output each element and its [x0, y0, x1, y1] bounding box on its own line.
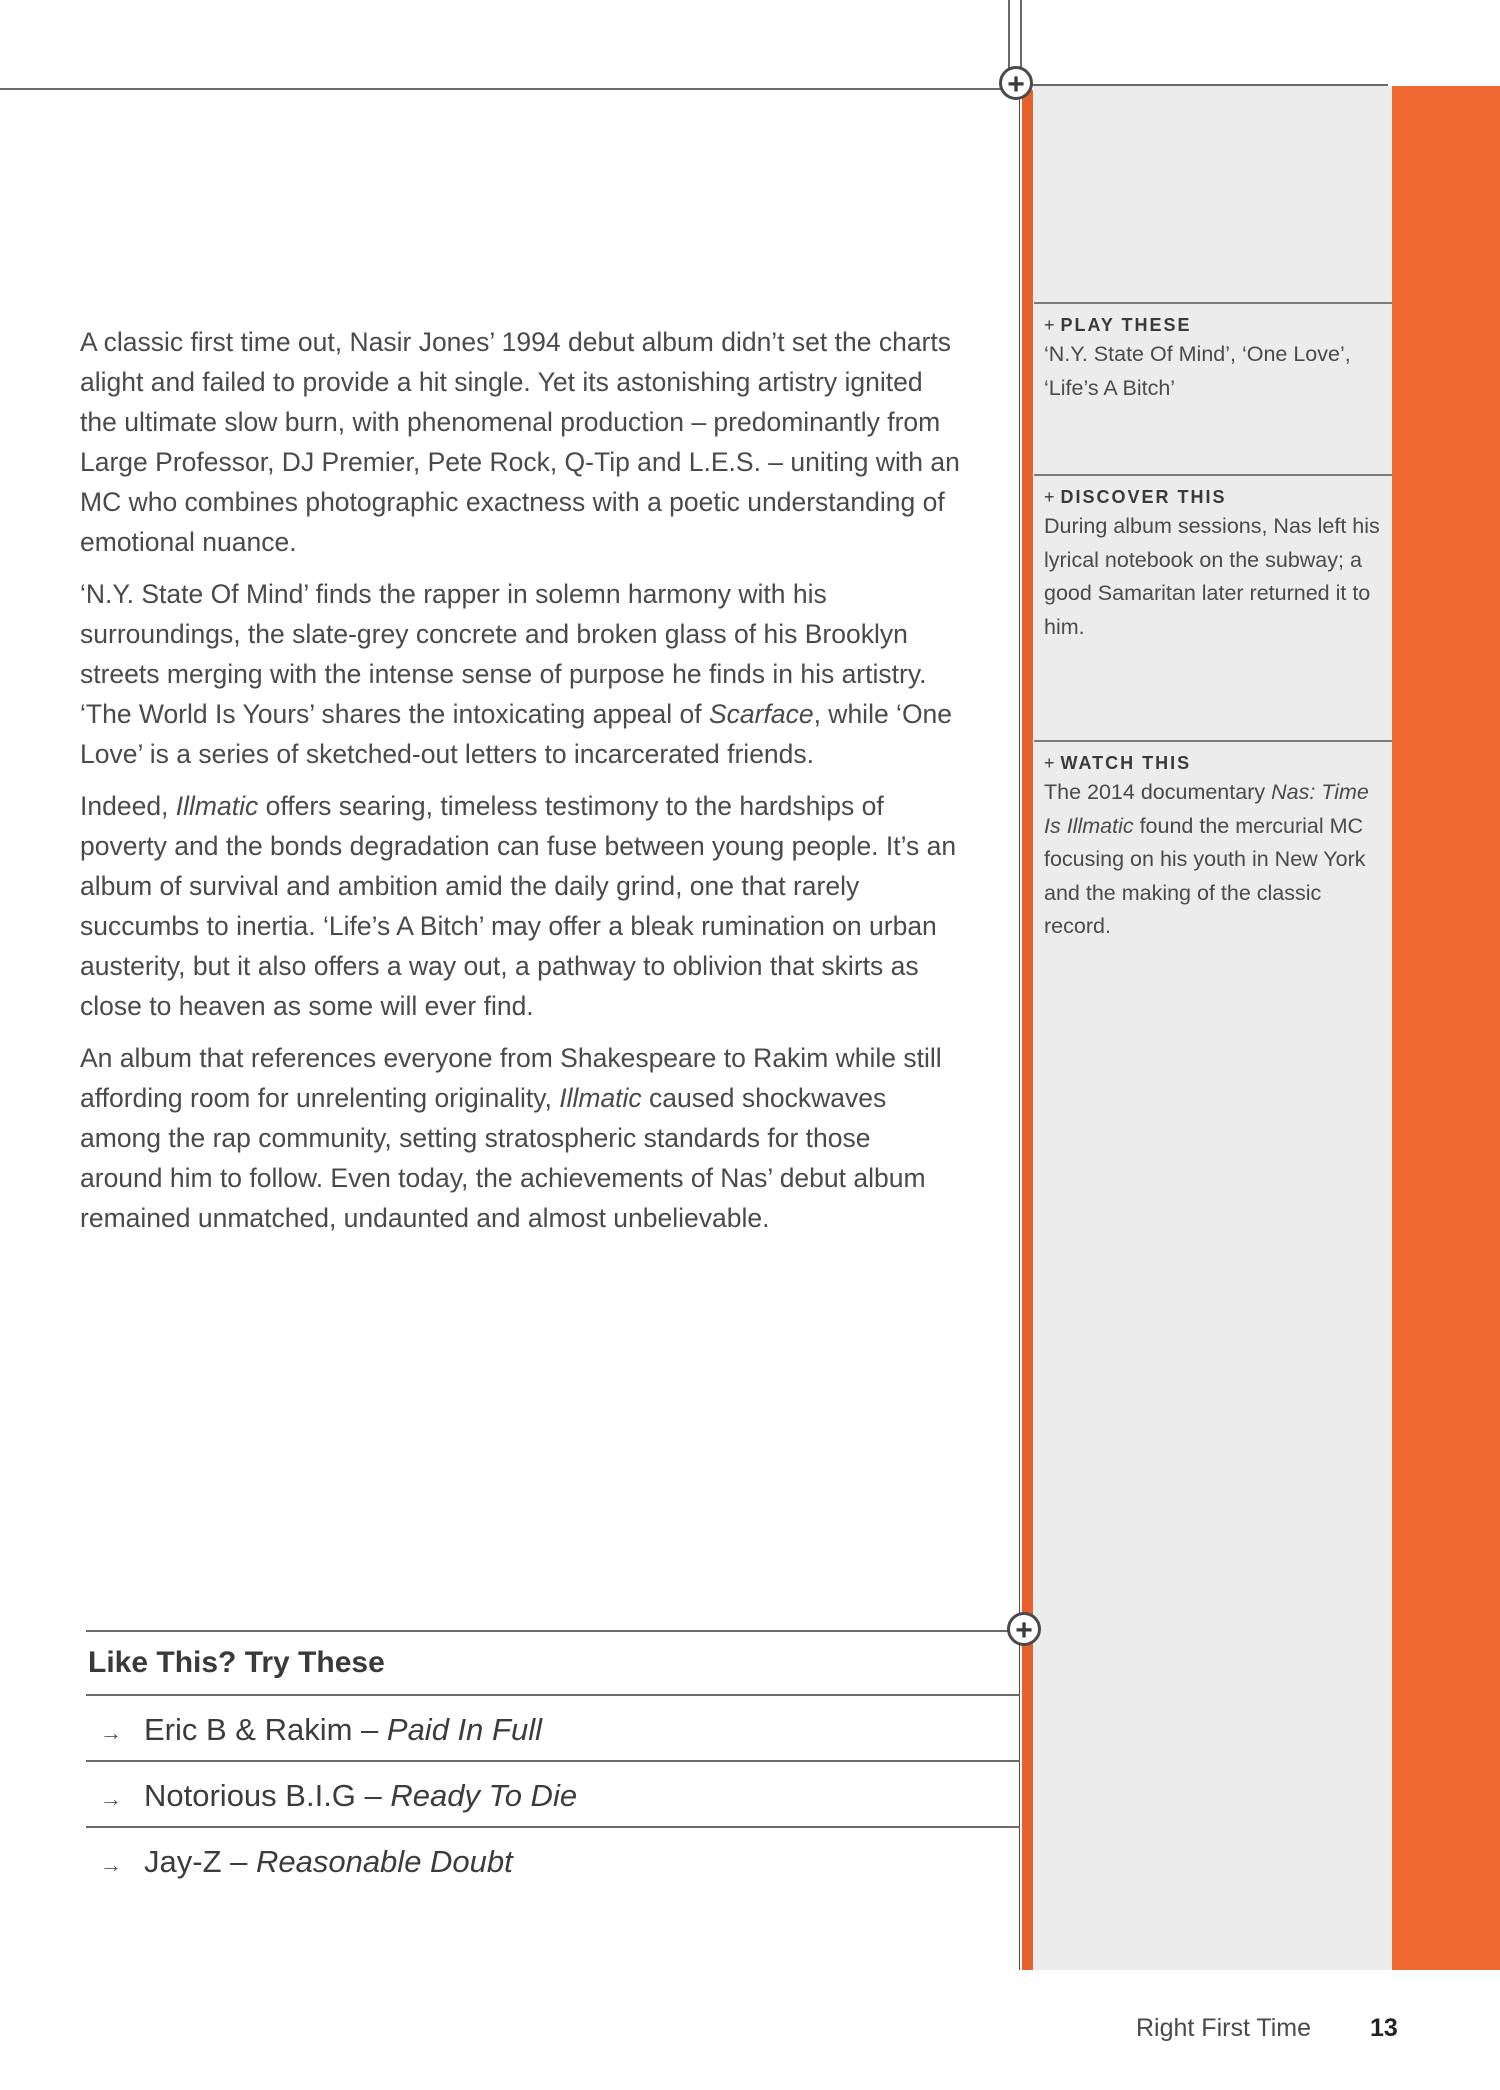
paragraph-3: Indeed, Illmatic offers searing, timeless testimony to the hardships of poverty and the bonds degradation can fuse between young people. It’s an album of survival and ambition amid the daily grind, one that rarely succumbs to inertia. ‘Life’s A Bitch’ may offer a bleak rumination on urban austerity, but it also offers a way out, a pathway to oblivion that skirts as close to heaven as some will ever find.: [80, 791, 957, 1021]
sidebar-rule-2: [1034, 474, 1392, 476]
spine-outline: [1019, 90, 1020, 1970]
sidebar-watch-this: [1044, 750, 1380, 944]
plus-small-icon: +: [1044, 315, 1057, 335]
arrow-icon: →: [100, 1786, 122, 1811]
plus-small-icon: +: [1044, 487, 1057, 507]
article-body: [80, 322, 960, 1250]
like-section-title: Like This? Try These: [88, 1646, 385, 1679]
plus-icon: +: [1007, 1612, 1041, 1646]
top-rule: [0, 88, 1012, 90]
sidebar-play-these: [1044, 312, 1380, 405]
like-section-rule: [86, 1694, 1020, 1696]
like-section-rule: [86, 1760, 1020, 1762]
paragraph-1: A classic first time out, Nasir Jones’ 1994 debut album didn’t set the charts alight and failed to provide a hit single. Yet its astonishing artistry ignited the ultimate slow burn, with phenomenal production – predominantly from Large Professor, DJ Premier, Pete Rock, Q-Tip and L.E.S. – uniting with an MC who combines photographic exactness with a poetic understanding of emotional nuance.: [80, 327, 960, 557]
page-number: 13: [1370, 2014, 1398, 2042]
sidebar-heading: + WATCH THIS: [1044, 753, 1192, 773]
arrow-icon: →: [100, 1852, 122, 1877]
sidebar-rule-3: [1034, 740, 1392, 742]
plus-small-icon: +: [1044, 753, 1057, 773]
top-vertical-line-left: [1008, 0, 1010, 70]
recommendation-item: → Jay-Z – Reasonable Doubt: [100, 1844, 513, 1879]
sidebar-text: ‘N.Y. State Of Mind’, ‘One Love’, ‘Life’s A Bitch’: [1044, 342, 1351, 400]
orange-spine: [1022, 90, 1033, 1970]
sidebar-rule-1: [1034, 302, 1392, 304]
recommendation-item: → Eric B & Rakim – Paid In Full: [100, 1712, 542, 1747]
sidebar-heading: + DISCOVER THIS: [1044, 487, 1227, 507]
footer-section-title: Right First Time: [1136, 2014, 1312, 2042]
plus-icon: +: [999, 66, 1033, 100]
like-section-rule: [86, 1826, 1020, 1828]
like-section-rule-top: [86, 1630, 1020, 1632]
orange-edge-bar: [1392, 86, 1500, 1970]
top-vertical-line-right: [1020, 0, 1022, 70]
paragraph-4: An album that references everyone from Shakespeare to Rakim while still affording room for unrelenting originality, Illmatic caused shockwaves among the rap community, setting stratospheric standards for those around him to follow. Even today, the achievements of Nas’ debut album remained unmatched, undaunted and almost unbelievable.: [80, 1043, 942, 1233]
sidebar-text: The 2014 documentary Nas: Time Is Illmatic found the mercurial MC focusing on his youth in New York and the making of the classic record.: [1044, 780, 1369, 938]
sidebar-heading: + PLAY THESE: [1044, 315, 1192, 335]
sidebar-discover-this: [1044, 484, 1380, 644]
paragraph-2: ‘N.Y. State Of Mind’ finds the rapper in solemn harmony with his surroundings, the slate-grey concrete and broken glass of his Brooklyn streets merging with the intense sense of purpose he finds in his artistry. ‘The World Is Yours’ shares the intoxicating appeal of Scarface, while ‘One Love’ is a series of sketched-out letters to incarcerated friends.: [80, 579, 953, 769]
sidebar-text: During album sessions, Nas left his lyrical notebook on the subway; a good Samaritan later returned it to him.: [1044, 514, 1380, 639]
recommendation-item: → Notorious B.I.G – Ready To Die: [100, 1778, 578, 1813]
arrow-icon: →: [100, 1720, 122, 1745]
